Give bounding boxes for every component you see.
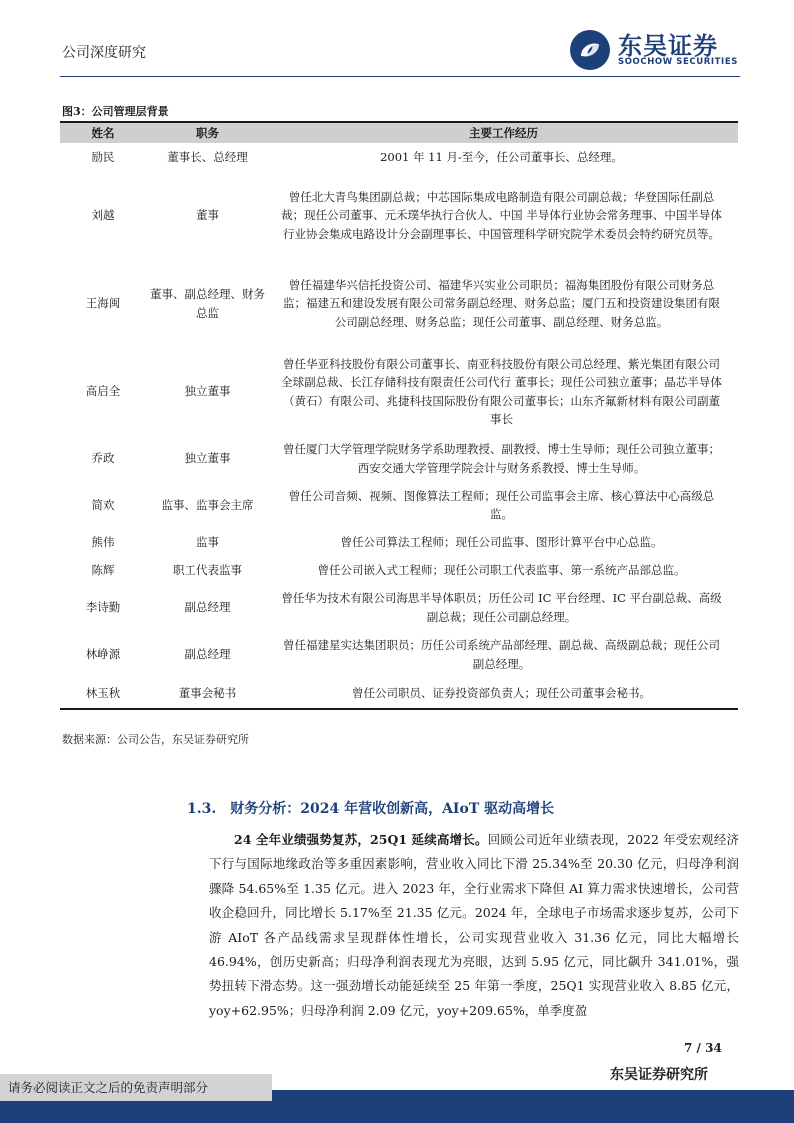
management-table: [60, 121, 738, 710]
cell-position: 监事: [196, 534, 219, 549]
cell-name: 简欢: [91, 497, 115, 512]
body-paragraph: [209, 828, 739, 1023]
footer-institute: 东吴证券研究所: [610, 1067, 708, 1083]
cell-experience: 曾任公司音频、视频、图像算法工程师；现任公司监事会主席、核心算法中心高级总监。: [288, 488, 715, 521]
section-heading: 1.3. 财务分析：2024 年营收创新高，AIoT 驱动高增长: [187, 801, 555, 817]
table-row: [60, 482, 738, 528]
cell-position: 董事会秘书: [146, 678, 269, 709]
table-row: [60, 259, 738, 348]
cell-experience: 曾任公司职员、证券投资部负责人；现任公司董事会秘书。: [269, 678, 738, 709]
cell-experience: 曾任北大青鸟集团副总裁；中芯国际集成电路制造有限公司副总裁；华登国际任副总裁；现任公司董事、元禾璞华执行合伙人、中国 半导体行业协会常务理事、中国半导体行业协会集成电路设计分会副理事长、中国管理科学研究院学术委员会特约研究员等。: [281, 189, 722, 241]
table-row: [60, 143, 738, 172]
cell-name: 刘越: [91, 208, 115, 223]
table-row: [60, 435, 738, 482]
paragraph-lead: 24 全年业绩强势复苏，25Q1 延续高增长。: [234, 832, 488, 847]
cell-experience: 曾任厦门大学管理学院财务学系助理教授、副教授、博士生导师；现任公司独立董事；西安交通大学管理学院会计与财务系教授、博士生导师。: [283, 442, 720, 475]
figure-title: 图3：公司管理层背景: [62, 105, 169, 118]
cell-name: 乔政: [91, 451, 115, 466]
cell-position: 独立董事: [184, 384, 231, 399]
brand-name-cn: 东吴证券: [618, 32, 718, 60]
cell-name: 王海闽: [85, 296, 121, 311]
column-header-experience: 主要工作经历: [269, 122, 738, 143]
cell-name: 陈辉: [91, 562, 115, 577]
cell-name: 励民: [91, 150, 115, 165]
cell-name: 李诗勤: [85, 600, 121, 615]
table-row: [60, 556, 738, 584]
table-row: [60, 172, 738, 259]
cell-experience: 2001 年 11 月-至今，任公司董事长、总经理。: [380, 150, 623, 165]
cell-position: 董事: [196, 208, 219, 223]
brand-name-en: SOOCHOW SECURITIES: [618, 57, 738, 67]
cell-position: 董事长、总经理: [167, 150, 248, 165]
soochow-logo-icon: [568, 28, 612, 72]
cell-position: 副总经理: [184, 647, 231, 662]
cell-position: 职工代表监事: [173, 562, 242, 577]
cell-position: 监事、监事会主席: [161, 497, 254, 512]
table-row: [60, 528, 738, 556]
disclaimer-note: 请务必阅读正文之后的免责声明部分: [0, 1074, 272, 1101]
column-header-name: 姓名: [60, 122, 146, 143]
page-number: 7 / 34: [684, 1041, 722, 1055]
column-header-position: 职务: [146, 122, 269, 143]
table-row: [60, 631, 738, 678]
cell-experience: 曾任福建华兴信托投资公司、福建华兴实业公司职员；福海集团股份有限公司财务总监；福建五和建设发展有限公司常务副总经理、财务总监；厦门五和投资建设集团有限公司副总经理、财务总监；现任公司董事、副总经理、财务总监。: [283, 277, 720, 329]
cell-name: 林峥源: [85, 647, 121, 662]
cell-position: 董事、副总经理、财务总监: [150, 287, 265, 320]
header-divider: [60, 76, 740, 77]
cell-experience: 曾任华为技术有限公司海思半导体职员；历任公司 IC 平台经理、IC 平台副总裁、高级副总裁；现任公司副总经理。: [281, 591, 722, 624]
cell-experience: 曾任华亚科技股份有限公司董事长、南亚科技股份有限公司总经理、紫光集团有限公司全球副总裁、长江存储科技有限责任公司代行 董事长；现任公司独立董事；晶芯半导体（黄石）有限公司、兆捷科技国际股份有限公司董事长；山东齐氟新材料有限公司副董事长: [281, 356, 722, 426]
cell-name: 熊伟: [91, 534, 115, 549]
cell-experience: 曾任公司算法工程师；现任公司监事、图形计算平台中心总监。: [340, 534, 663, 549]
data-source: 数据来源：公司公告，东吴证券研究所: [62, 733, 249, 746]
cell-experience: 曾任福建星实达集团职员；历任公司系统产品部经理、副总裁、高级副总裁；现任公司副总经理。: [283, 638, 720, 671]
table-header-row: [60, 122, 738, 143]
cell-position: 副总经理: [184, 600, 231, 615]
cell-name: 林玉秋: [60, 678, 146, 709]
table-row: [60, 678, 738, 709]
cell-experience: 曾任公司嵌入式工程师；现任公司职工代表监事、第一系统产品部总监。: [317, 562, 686, 577]
report-type: 公司深度研究: [62, 45, 146, 61]
brand-logo: [568, 28, 744, 72]
table-row: [60, 584, 738, 631]
table-row: [60, 348, 738, 435]
cell-name: 高启全: [85, 384, 121, 399]
cell-position: 独立董事: [184, 451, 231, 466]
paragraph-body: 回顾公司近年业绩表现，2022 年受宏观经济下行与国际地缘政治等多重因素影响，营业收入同比下滑 25.34%至 20.30 亿元，归母净利润骤降 54.65%至 1.35 亿元。进入 2023 年，全行业需求下降但 AI 算力需求快速增长，公司营收企稳回升，同比增长 5.17%至 21.35 亿元。2024 年，全球电子市场需求逐步复苏，公司下游 AIoT 各产品线需求呈现群体性增长，公司实现营业收入 31.36 亿元，同比大幅增长 46.94%，创历史新高；归母净利润表现尤为亮眼，达到 5.95 亿元，同比飙升 341.01%，强势扭转下滑态势。这一强劲增长动能延续至 25 年第一季度，25Q1 实现营业收入 8.85 亿元，yoy+62.95%；归母净利润 2.09 亿元，yoy+209.65%，单季度盈: [209, 832, 739, 1018]
